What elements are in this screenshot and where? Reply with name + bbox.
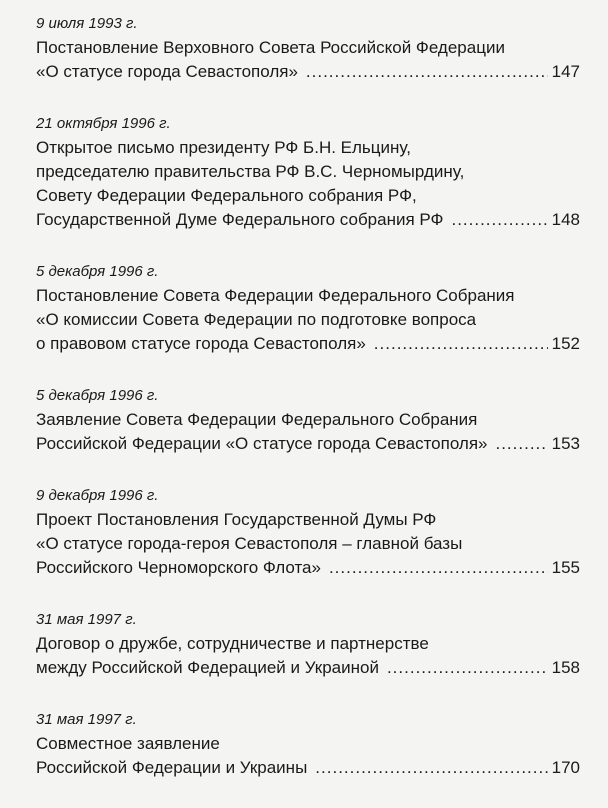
entry-date: 5 декабря 1996 г.: [36, 387, 159, 404]
entry-title-line-last: [36, 756, 580, 780]
entry-title-line: Совету Федерации Федерального собрания РФ,: [36, 186, 417, 205]
dot-leader: [495, 432, 547, 456]
page-number: 158: [551, 658, 580, 677]
entry-title-text: Российской Федерации «О статусе города Севастополя»: [36, 434, 488, 453]
page-number: 152: [551, 334, 580, 353]
toc-entry: [36, 12, 580, 84]
dot-leader: [315, 756, 547, 780]
dot-leader: [374, 332, 548, 356]
entry-title-line: «О комиссии Совета Федерации по подготовке вопроса: [36, 310, 477, 329]
entry-title-text: Государственной Думе Федерального собрания РФ: [36, 210, 444, 229]
toc-entry: [36, 260, 580, 356]
entry-title-line: Договор о дружбе, сотрудничестве и партнерстве: [36, 634, 429, 653]
page-number: 170: [551, 758, 580, 777]
entry-title-line: Проект Постановления Государственной Думы РФ: [36, 510, 437, 529]
entry-title-line-last: [36, 432, 580, 456]
entry-date: 31 мая 1997 г.: [36, 611, 137, 628]
toc-entry: [36, 608, 580, 680]
entry-title-line: «О статусе города-героя Севастополя – главной базы: [36, 534, 463, 553]
entry-title-text: «О статусе города Севастополя»: [36, 62, 298, 81]
page-number: 148: [551, 210, 580, 229]
toc-entry: [36, 112, 580, 232]
entry-date: 21 октября 1996 г.: [36, 115, 171, 132]
dot-leader: [387, 656, 548, 680]
entry-title-text: между Российской Федерацией и Украиной: [36, 658, 379, 677]
entry-title-text: Российской Федерации и Украины: [36, 758, 308, 777]
entry-title-line: Открытое письмо президенту РФ Б.Н. Ельцину,: [36, 138, 411, 157]
dot-leader: [329, 556, 548, 580]
entry-date: 9 декабря 1996 г.: [36, 487, 159, 504]
entry-title-text: о правовом статусе города Севастополя»: [36, 334, 366, 353]
table-of-contents: [36, 12, 580, 780]
entry-date: 31 мая 1997 г.: [36, 711, 137, 728]
entry-title-line: Постановление Верховного Совета Российской Федерации: [36, 38, 505, 57]
entry-title-line-last: [36, 332, 580, 356]
entry-date: 9 июля 1993 г.: [36, 15, 138, 32]
toc-entry: [36, 708, 580, 780]
entry-title-line-last: [36, 208, 580, 232]
entry-title-line-last: [36, 556, 580, 580]
toc-entry: [36, 484, 580, 580]
dot-leader: [306, 60, 548, 84]
page-number: 153: [551, 434, 580, 453]
entry-title-line: председателю правительства РФ В.С. Черномырдину,: [36, 162, 465, 181]
entry-title-line-last: [36, 656, 580, 680]
toc-entry: [36, 384, 580, 456]
dot-leader: [451, 208, 547, 232]
page-number: 147: [551, 62, 580, 81]
entry-title-line: Заявление Совета Федерации Федерального Собрания: [36, 410, 478, 429]
entry-title-line: Совместное заявление: [36, 734, 220, 753]
entry-title-line-last: [36, 60, 580, 84]
entry-title-text: Российского Черноморского Флота»: [36, 558, 321, 577]
entry-title-line: Постановление Совета Федерации Федерального Собрания: [36, 286, 515, 305]
page-number: 155: [551, 558, 580, 577]
entry-date: 5 декабря 1996 г.: [36, 263, 159, 280]
